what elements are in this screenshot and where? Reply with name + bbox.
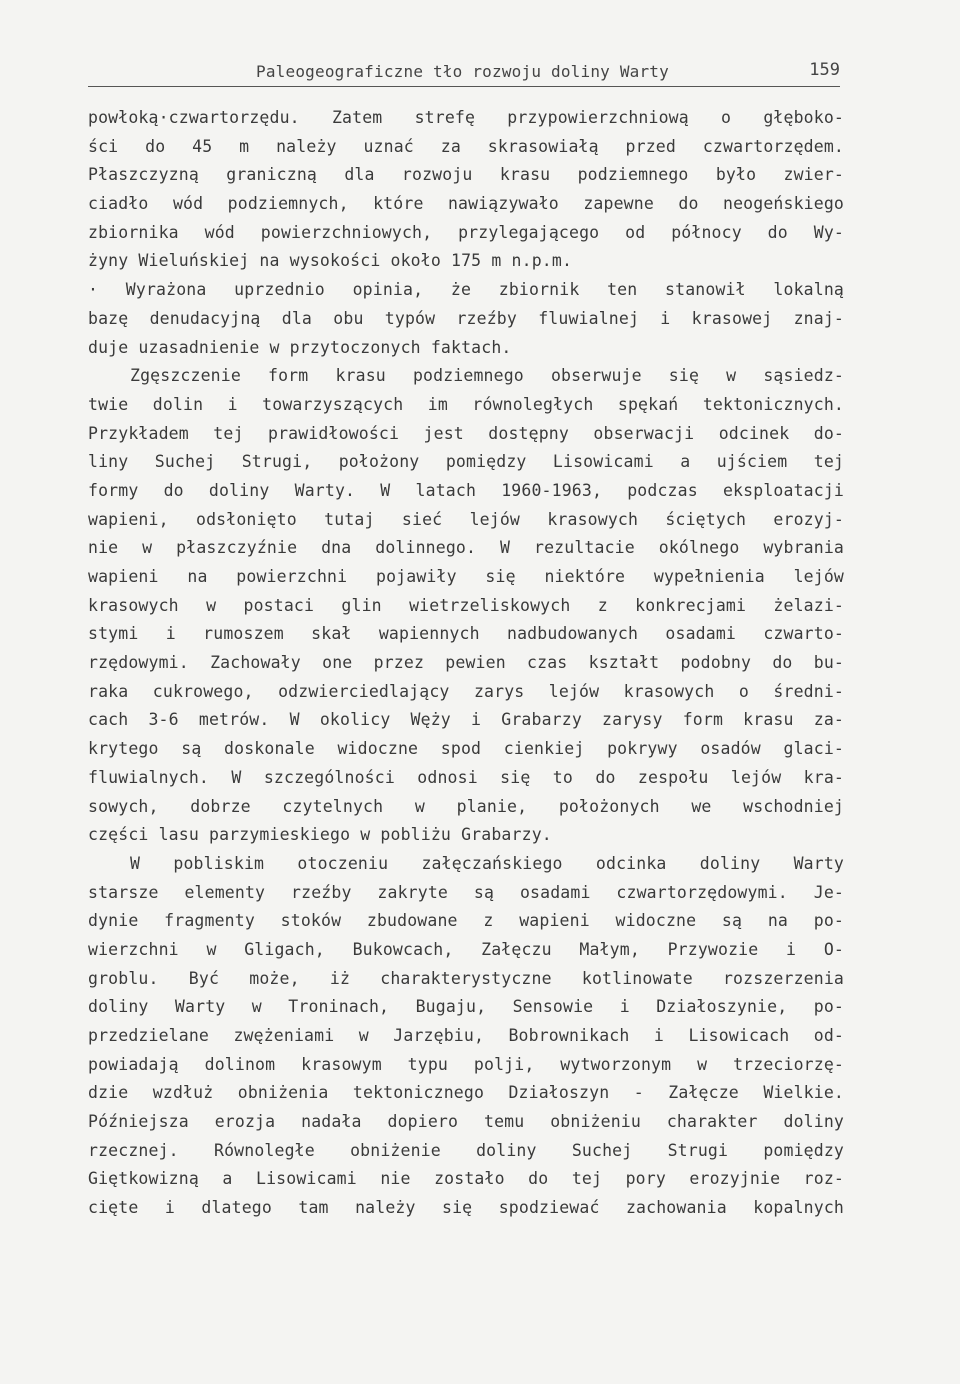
- text-line: cięte i dlatego tam należy się spodziewać zachowania kopalnych: [88, 1198, 844, 1218]
- text-line: fluwialnych. W szczególności odnosi się to do zespołu lejów kra-: [88, 767, 844, 787]
- text-line: sowych, dobrze czytelnych w planie, położonych we wschodniej: [88, 796, 844, 816]
- text-line: Zgęszczenie form krasu podziemnego obserwuje się w sąsiedz-: [130, 366, 844, 386]
- text-line: żyny Wieluńskiej na wysokości około 175 m n.p.m.: [88, 251, 573, 271]
- text-line: · Wyrażona uprzednio opinia, że zbiornik ten stanowił lokalną: [88, 280, 844, 300]
- text-line: duje uzasadnienie w przytoczonych faktach.: [88, 337, 512, 357]
- text-line: twie dolin i towarzyszących im równoległych spękań tektonicznych.: [88, 394, 844, 414]
- text-line: doliny Warty w Troninach, Bugaju, Sensowie i Działoszynie, po-: [88, 997, 844, 1017]
- page-header: [88, 58, 840, 87]
- text-line: krasowych w postaci glin wietrzeliskowych z konkrecjami żelazi-: [88, 595, 844, 615]
- text-line: wapieni na powierzchni pojawiły się niektóre wypełnienia lejów: [88, 567, 844, 586]
- text-line: dzie wzdłuż obniżenia tektonicznego Działoszyn - Załęcze Wielkie.: [88, 1083, 844, 1103]
- text-line: cach 3-6 metrów. W okolicy Węży i Grabarzy zarysy form krasu za-: [88, 710, 844, 730]
- text-line: części lasu parzymieskiego w pobliżu Grabarzy.: [88, 825, 552, 845]
- text-line: Przykładem tej prawidłowości jest dostępny obserwacji odcinek do-: [88, 423, 844, 443]
- text-line: W pobliskim otoczeniu załęczańskiego odcinka doliny Warty: [130, 853, 844, 873]
- text-line: groblu. Być może, iż charakterystyczne kotlinowate rozszerzenia: [88, 968, 844, 988]
- text-line: raka cukrowego, odzwierciedlający zarys lejów krasowych o średni-: [88, 681, 844, 701]
- text-line: krytego są doskonale widoczne spod cienkiej pokrywy osadów glaci-: [88, 739, 844, 759]
- text-line: formy do doliny Warty. W latach 1960-1963, podczas eksploatacji: [88, 480, 844, 500]
- text-line: rzędowymi. Zachowały one przez pewien czas kształt podobny do bu-: [88, 653, 844, 673]
- text-line: zbiornika wód powierzchniowych, przylegającego od północy do Wy-: [88, 222, 844, 242]
- running-title: Paleogeograficzne tło rozwoju doliny Warty: [256, 62, 669, 81]
- text-line: dynie fragmenty stoków zbudowane z wapieni widoczne są na po-: [88, 911, 844, 931]
- text-line: Późniejsza erozja nadała dopiero temu obniżeniu charakter doliny: [88, 1112, 844, 1132]
- text-line: stymi i rumoszem skał wapiennych nadbudowanych osadami czwarto-: [88, 624, 844, 644]
- text-line: rzecznej. Równoległe obniżenie doliny Suchej Strugi pomiędzy: [88, 1140, 844, 1160]
- text-line: wapieni, odsłonięto tutaj sieć lejów krasowych ściętych erozyj-: [88, 509, 844, 529]
- text-line: liny Suchej Strugi, położony pomiędzy Lisowicami a ujściem tej: [88, 452, 844, 472]
- text-line: ści do 45 m należy uznać za skrasowiałą przed czwartorzędem.: [88, 136, 844, 156]
- body-text: [88, 104, 844, 1223]
- text-line: ciadło wód podziemnych, które nawiązywało zapewne do neogeńskiego: [88, 194, 844, 214]
- text-line: Giętkowizną a Lisowicami nie zostało do tej pory erozyjnie roz-: [88, 1169, 844, 1189]
- text-line: Płaszczyzną graniczną dla rozwoju krasu podziemnego było zwier-: [88, 165, 844, 185]
- page-number: 159: [809, 60, 840, 80]
- text-line: bazę denudacyjną dla obu typów rzeźby fluwialnej i krasowej znaj-: [88, 308, 844, 328]
- text-line: nie w płaszczyźnie dna dolinnego. W rezultacie okólnego wybrania: [88, 538, 844, 558]
- text-line: powiadają dolinom krasowym typu polji, wytworzonym w trzeciorzę-: [88, 1054, 844, 1074]
- text-line: przedzielane zwężeniami w Jarzębiu, Bobrownikach i Lisowicach od-: [88, 1026, 844, 1045]
- text-line: powłoką·czwartorzędu. Zatem strefę przypowierzchniową o głęboko-: [88, 108, 844, 127]
- text-line: starsze elementy rzeźby zakryte są osadami czwartorzędowymi. Je-: [88, 882, 844, 902]
- text-line: wierzchni w Gligach, Bukowcach, Załęczu Małym, Przywozie i O-: [88, 939, 844, 959]
